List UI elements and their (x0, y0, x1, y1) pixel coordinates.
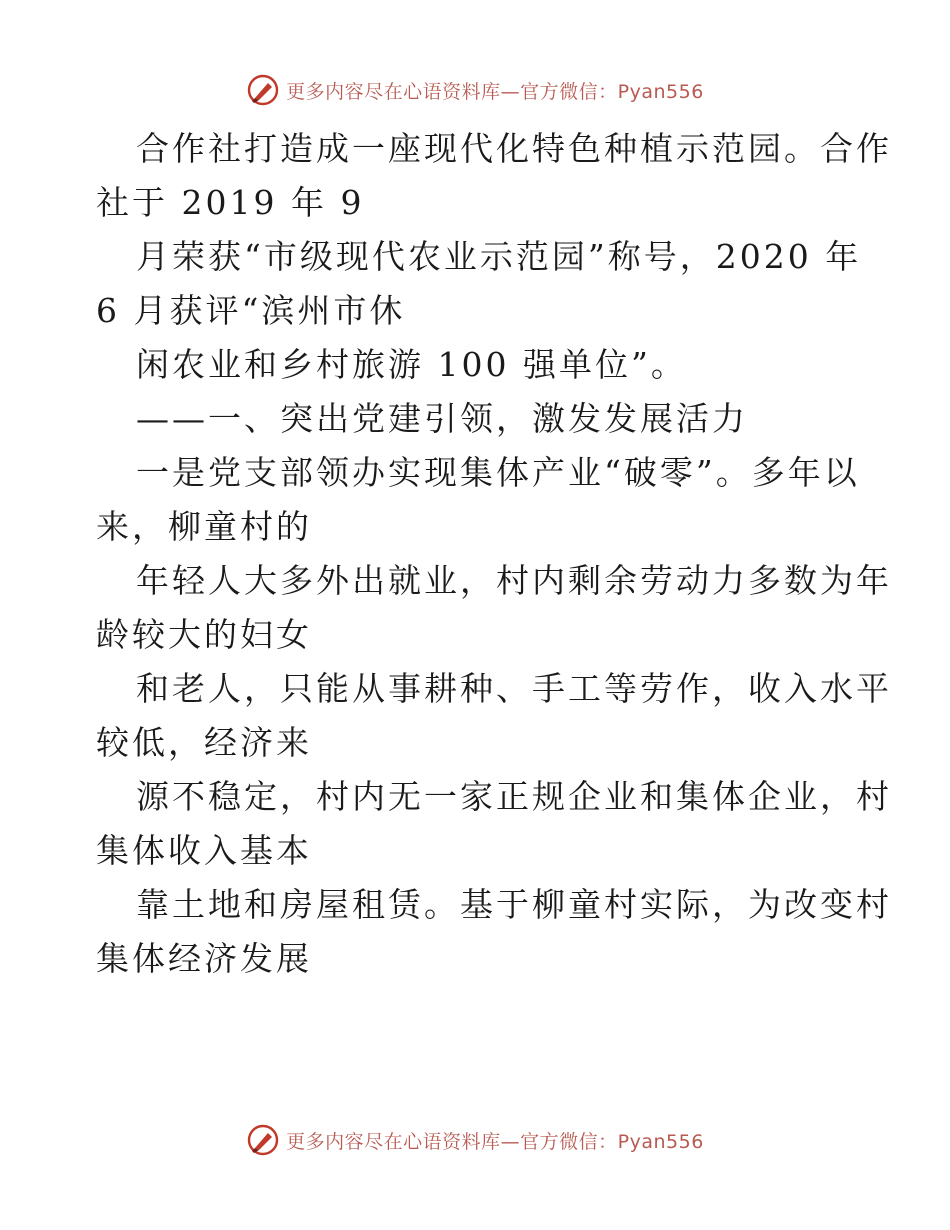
text-line: 6 月获评“滨州市休 (96, 291, 406, 330)
text-line: 集体经济发展 (96, 939, 312, 978)
pen-nib-logo-icon (246, 73, 280, 107)
text-line: 集体收入基本 (96, 831, 312, 870)
text-line: 龄较大的妇女 (96, 615, 312, 654)
text-line: 月荣获“市级现代农业示范园”称号，2020 年 (136, 237, 862, 276)
text-line: 闲农业和乡村旅游 100 强单位”。 (136, 345, 687, 384)
text-line: 源不稳定，村内无一家正规企业和集体企业，村 (136, 777, 892, 816)
footer-watermark (0, 1120, 950, 1160)
document-body (96, 122, 892, 986)
text-line: 合作社打造成一座现代化特色种植示范园。合作 (136, 129, 892, 168)
text-line: 社于 2019 年 9 (96, 183, 365, 222)
header-watermark (0, 70, 950, 110)
text-line: ——一、突出党建引领，激发发展活力 (136, 399, 748, 438)
watermark-text: 更多内容尽在心语资料库—官方微信：Pyan556 (286, 80, 704, 103)
text-line: 较低，经济来 (96, 723, 312, 762)
text-line: 靠土地和房屋租赁。基于柳童村实际，为改变村 (136, 885, 892, 924)
text-line: 年轻人大多外出就业，村内剩余劳动力多数为年 (136, 561, 892, 600)
text-line: 来，柳童村的 (96, 507, 312, 546)
pen-nib-logo-icon (246, 1123, 280, 1157)
watermark-text: 更多内容尽在心语资料库—官方微信：Pyan556 (286, 1130, 704, 1153)
text-line: 和老人，只能从事耕种、手工等劳作，收入水平 (136, 669, 892, 708)
text-line: 一是党支部领办实现集体产业“破零”。多年以 (136, 453, 860, 492)
